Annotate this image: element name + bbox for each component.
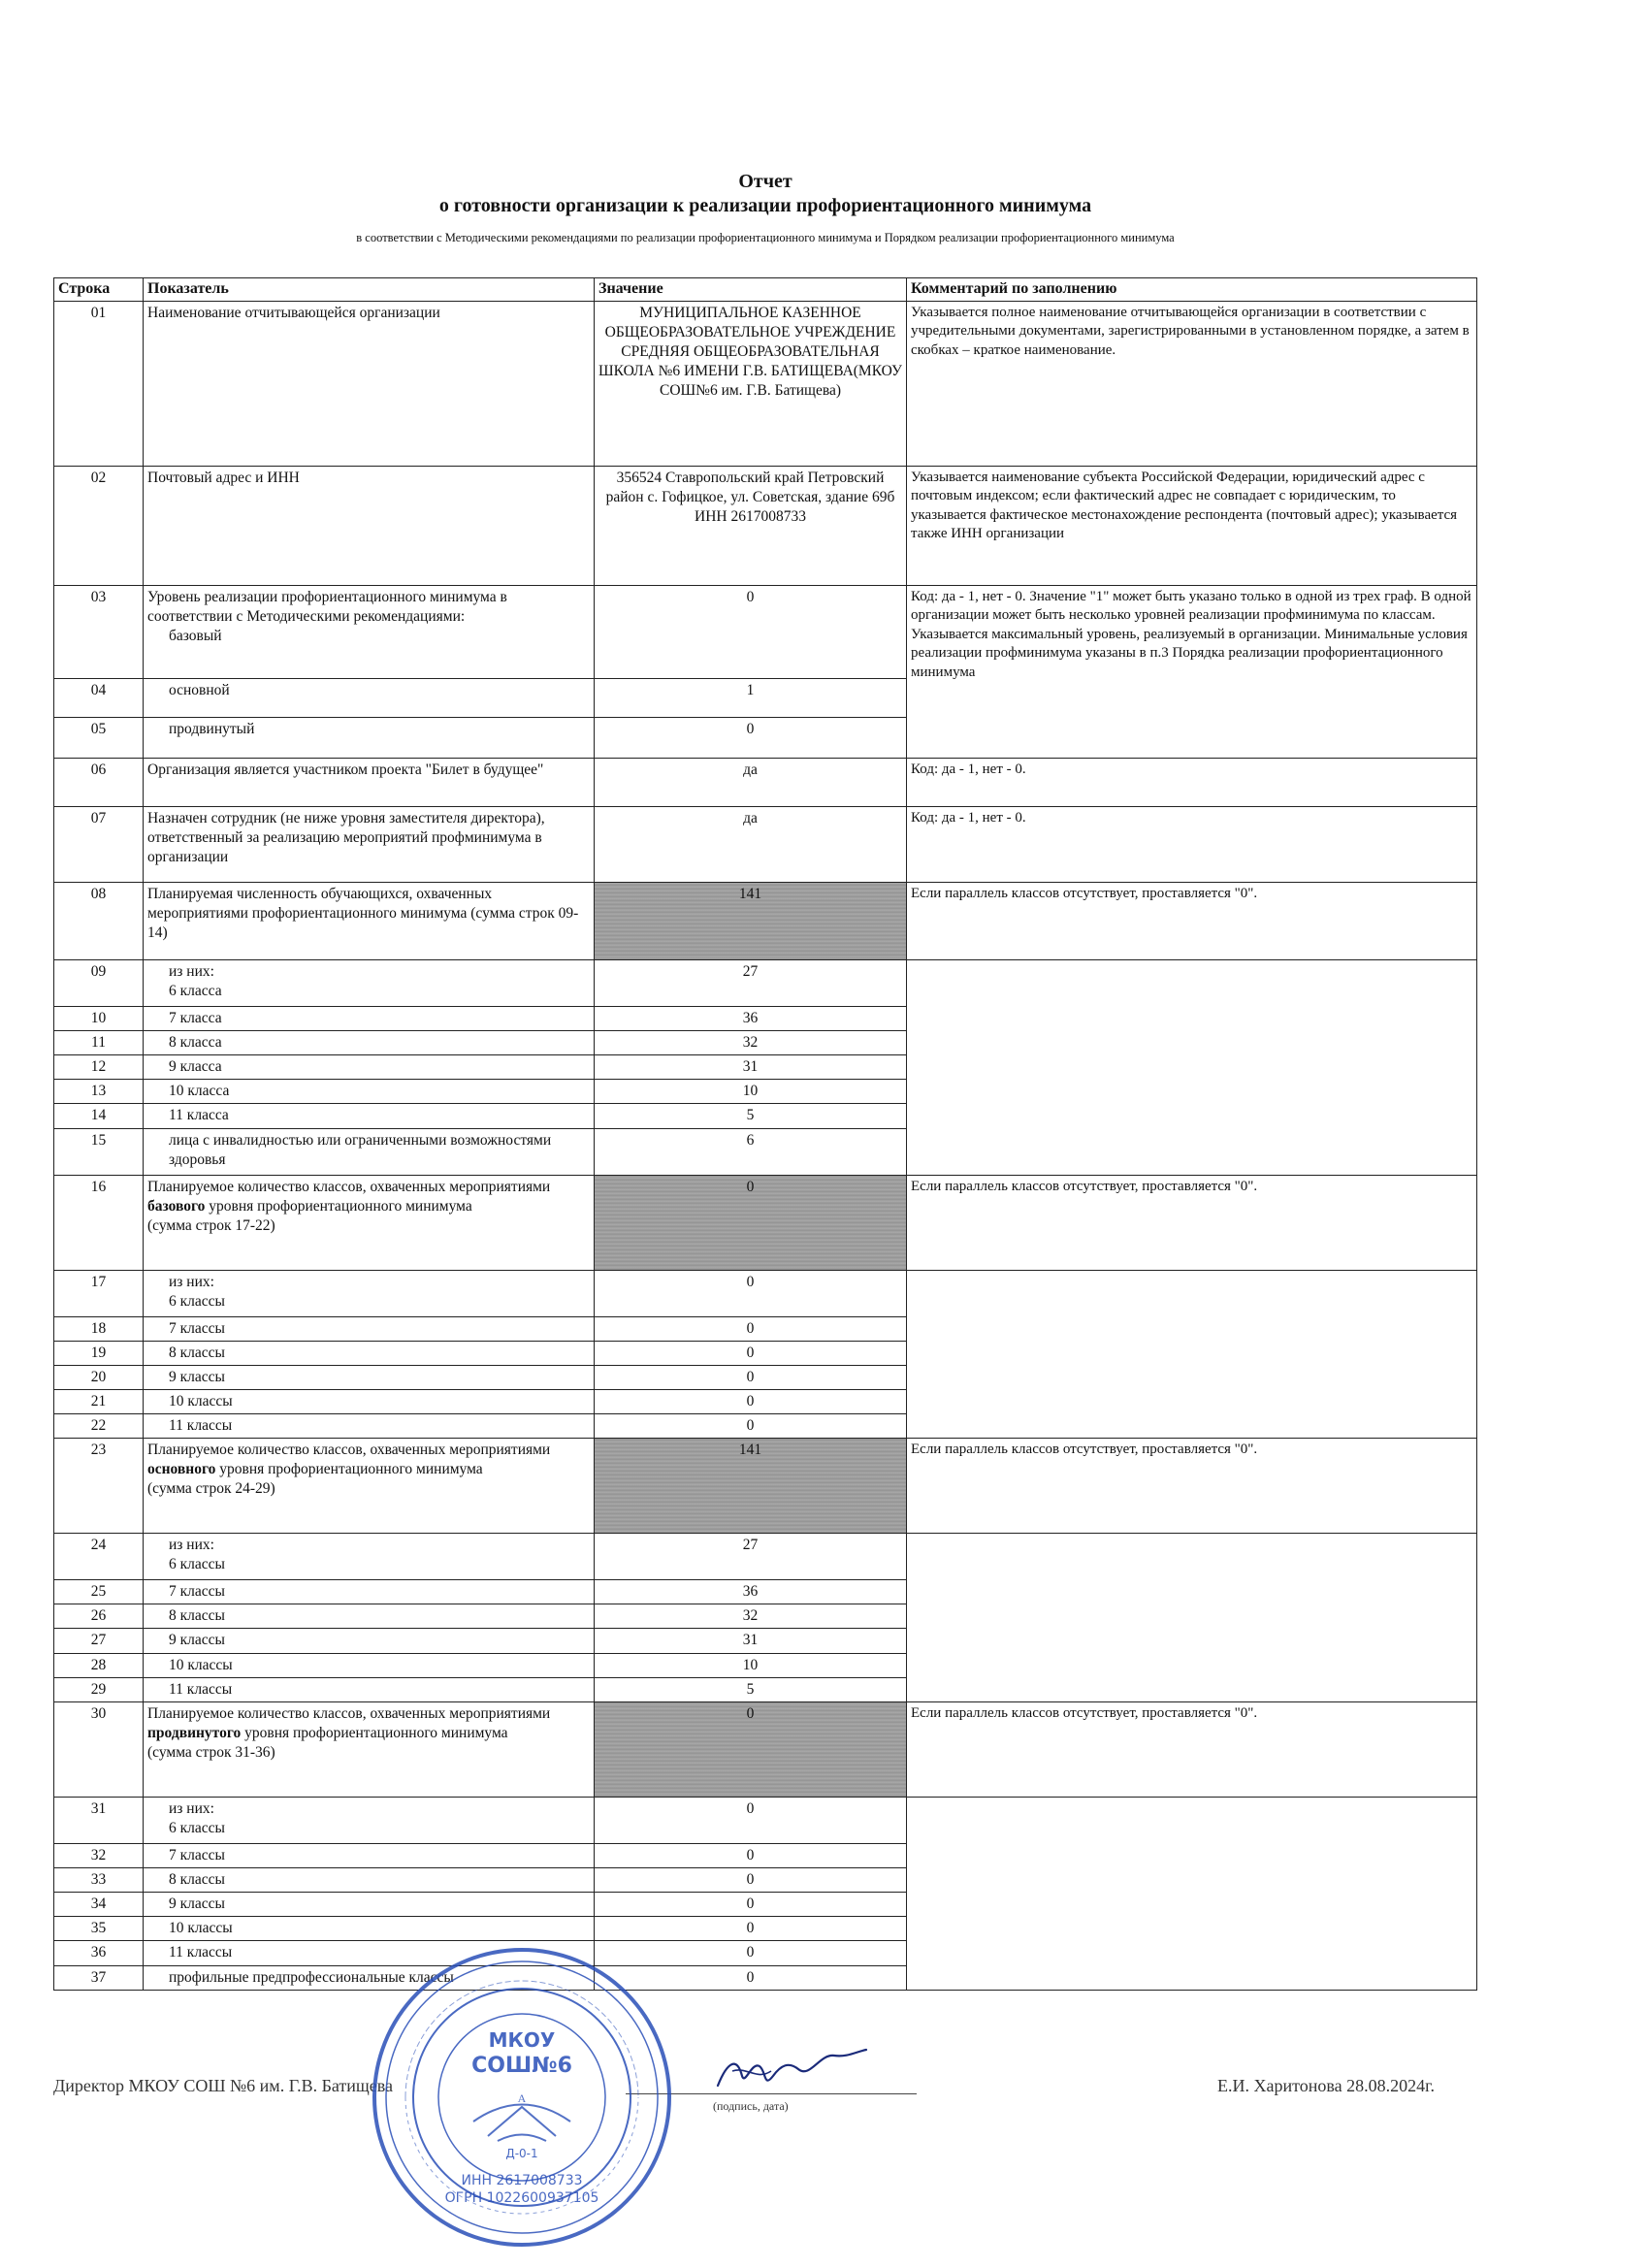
row-indicator bbox=[144, 585, 595, 678]
row-value: 0 bbox=[595, 1868, 907, 1893]
signatory-position: Директор МКОУ СОШ №6 им. Г.В. Батищева bbox=[53, 2076, 394, 2095]
row-indicator: Планируемая численность обучающихся, охваченных мероприятиями профориентационного минимума (сумма строк 09-14) bbox=[144, 882, 595, 959]
row-indicator-sub: 6 классы bbox=[169, 1820, 225, 1837]
row-indicator bbox=[144, 1175, 595, 1270]
row-value: 141 bbox=[595, 882, 907, 959]
row-comment-empty bbox=[907, 1534, 1477, 1702]
row-indicator bbox=[144, 1439, 595, 1534]
row-code: 27 bbox=[54, 1629, 144, 1653]
row-code: 01 bbox=[54, 301, 144, 466]
row-comment: Если параллель классов отсутствует, проставляется "0". bbox=[907, 1175, 1477, 1270]
row-indicator-main: из них: bbox=[169, 1799, 214, 1817]
row-value: 31 bbox=[595, 1629, 907, 1653]
row-code: 10 bbox=[54, 1006, 144, 1030]
table-row bbox=[54, 1175, 1477, 1270]
row-value: 10 bbox=[595, 1080, 907, 1104]
row-indicator-pre: Планируемое количество классов, охваченных мероприятиями bbox=[147, 1704, 551, 1722]
row-comment: Указывается наименование субъекта Российской Федерации, юридический адрес с почтовым индексом; если фактический адрес не совпадает с юридическим, то указывается фактическое местонахождение респондента (почтовый адрес); указывается также ИНН организации bbox=[907, 466, 1477, 585]
row-indicator: 8 классы bbox=[144, 1341, 595, 1365]
row-code: 26 bbox=[54, 1604, 144, 1629]
row-indicator-main: из них: bbox=[169, 962, 214, 980]
row-code: 18 bbox=[54, 1316, 144, 1341]
row-indicator: 10 классы bbox=[144, 1653, 595, 1677]
row-code: 22 bbox=[54, 1414, 144, 1439]
row-code: 36 bbox=[54, 1941, 144, 1965]
table-row bbox=[54, 1534, 1477, 1580]
handwritten-signature bbox=[713, 2042, 868, 2100]
row-value: 0 bbox=[595, 1701, 907, 1797]
table-row bbox=[54, 882, 1477, 959]
row-indicator-sum: (сумма строк 17-22) bbox=[147, 1216, 275, 1234]
row-value: 0 bbox=[595, 585, 907, 678]
row-comment-empty bbox=[907, 1270, 1477, 1439]
row-value: 0 bbox=[595, 1893, 907, 1917]
row-indicator: продвинутый bbox=[144, 717, 595, 758]
row-value: 10 bbox=[595, 1653, 907, 1677]
header-indicator: Показатель bbox=[144, 278, 595, 302]
table-row bbox=[54, 1797, 1477, 1843]
row-code: 31 bbox=[54, 1797, 144, 1843]
row-code: 21 bbox=[54, 1389, 144, 1413]
table-row bbox=[54, 806, 1477, 882]
stamp-center-main: СОШ№6 bbox=[471, 2054, 572, 2078]
row-comment: Код: да - 1, нет - 0. bbox=[907, 758, 1477, 806]
row-indicator: 9 классы bbox=[144, 1365, 595, 1389]
row-value: 31 bbox=[595, 1055, 907, 1080]
row-indicator: Наименование отчитывающейся организации bbox=[144, 301, 595, 466]
header-code: Строка bbox=[54, 278, 144, 302]
table-row bbox=[54, 959, 1477, 1006]
stamp-inn: ИНН 2617008733 bbox=[461, 2173, 583, 2188]
stamp-emblem bbox=[473, 2091, 570, 2141]
row-code: 11 bbox=[54, 1030, 144, 1054]
table-row bbox=[54, 1701, 1477, 1797]
row-value: 5 bbox=[595, 1677, 907, 1701]
row-indicator: 11 классы bbox=[144, 1941, 595, 1965]
row-value: 5 bbox=[595, 1104, 907, 1128]
row-value: 32 bbox=[595, 1030, 907, 1054]
signatory-name-date: Е.И. Харитонова 28.08.2024г. bbox=[1217, 2076, 1435, 2095]
stamp-center-top: МКОУ bbox=[488, 2028, 556, 2052]
row-code: 28 bbox=[54, 1653, 144, 1677]
row-indicator: 7 класса bbox=[144, 1006, 595, 1030]
row-indicator: 7 классы bbox=[144, 1316, 595, 1341]
row-code: 19 bbox=[54, 1341, 144, 1365]
row-value: 141 bbox=[595, 1439, 907, 1534]
row-code: 32 bbox=[54, 1843, 144, 1867]
row-value: 0 bbox=[595, 1365, 907, 1389]
report-title: Отчет bbox=[738, 171, 792, 192]
row-value: 0 bbox=[595, 1341, 907, 1365]
stamp-code: Д-0-1 bbox=[505, 2147, 538, 2160]
row-code: 34 bbox=[54, 1893, 144, 1917]
row-code: 09 bbox=[54, 959, 144, 1006]
row-code: 30 bbox=[54, 1701, 144, 1797]
report-subtitle: о готовности организации к реализации профориентационного минимума bbox=[438, 195, 1092, 216]
row-indicator-sub: 6 классы bbox=[169, 1556, 225, 1573]
row-code: 20 bbox=[54, 1365, 144, 1389]
row-code: 24 bbox=[54, 1534, 144, 1580]
row-value: 0 bbox=[595, 1965, 907, 1990]
row-value: МУНИЦИПАЛЬНОЕ КАЗЕННОЕ ОБЩЕОБРАЗОВАТЕЛЬНОЕ УЧРЕЖДЕНИЕ СРЕДНЯЯ ОБЩЕОБРАЗОВАТЕЛЬНАЯ ШКОЛА №6 ИМЕНИ Г.В. БАТИЩЕВА(МКОУ СОШ№6 им. Г.В. Батищева) bbox=[595, 301, 907, 466]
svg-text:А: А bbox=[517, 2091, 527, 2105]
row-value: 36 bbox=[595, 1006, 907, 1030]
row-code: 37 bbox=[54, 1965, 144, 1990]
row-value: 0 bbox=[595, 1389, 907, 1413]
row-comment: Указывается полное наименование отчитывающейся организации в соответствии с учредительными документами, зарегистрированными в установленном порядке, а затем в скобках – краткое наименование. bbox=[907, 301, 1477, 466]
row-indicator: 9 классы bbox=[144, 1629, 595, 1653]
row-indicator-post: уровня профориентационного минимума bbox=[215, 1461, 483, 1478]
table-row bbox=[54, 1270, 1477, 1316]
row-code: 25 bbox=[54, 1580, 144, 1604]
official-stamp bbox=[367, 1942, 677, 2252]
row-indicator-post: уровня профориентационного минимума bbox=[241, 1725, 508, 1742]
row-value: 356524 Ставропольский край Петровский район с. Гофицкое, ул. Советская, здание 69б ИНН 2617008733 bbox=[595, 466, 907, 585]
row-comment-empty bbox=[907, 1797, 1477, 1990]
row-indicator: Почтовый адрес и ИНН bbox=[144, 466, 595, 585]
row-indicator bbox=[144, 1270, 595, 1316]
row-code: 03 bbox=[54, 585, 144, 678]
row-value: 0 bbox=[595, 1270, 907, 1316]
row-indicator bbox=[144, 1797, 595, 1843]
row-code: 02 bbox=[54, 466, 144, 585]
row-value: 1 bbox=[595, 678, 907, 717]
row-code: 15 bbox=[54, 1128, 144, 1175]
row-indicator: 11 класса bbox=[144, 1104, 595, 1128]
row-value: 27 bbox=[595, 959, 907, 1006]
row-code: 17 bbox=[54, 1270, 144, 1316]
row-indicator-main: Уровень реализации профориентационного минимума в соответствии с Методическими рекомендациями: bbox=[147, 588, 507, 625]
table-row bbox=[54, 758, 1477, 806]
row-indicator-bold: базового bbox=[147, 1197, 206, 1215]
row-indicator: 9 класса bbox=[144, 1055, 595, 1080]
row-indicator-main: из них: bbox=[169, 1273, 214, 1290]
row-code: 07 bbox=[54, 806, 144, 882]
table-row bbox=[54, 301, 1477, 466]
row-indicator-bold: основного bbox=[147, 1461, 216, 1478]
row-value: 36 bbox=[595, 1580, 907, 1604]
report-table bbox=[53, 277, 1477, 1991]
row-indicator: 10 класса bbox=[144, 1080, 595, 1104]
row-indicator-pre: Планируемое количество классов, охваченных мероприятиями bbox=[147, 1178, 551, 1195]
row-indicator: профильные предпрофессиональные классы bbox=[144, 1965, 595, 1990]
row-indicator: лица с инвалидностью или ограниченными возможностями здоровья bbox=[144, 1128, 595, 1175]
row-value: 0 bbox=[595, 1843, 907, 1867]
row-code: 35 bbox=[54, 1917, 144, 1941]
row-indicator: 7 классы bbox=[144, 1580, 595, 1604]
row-code: 33 bbox=[54, 1868, 144, 1893]
header-comment: Комментарий по заполнению bbox=[907, 278, 1477, 302]
row-indicator: 9 классы bbox=[144, 1893, 595, 1917]
row-code: 04 bbox=[54, 678, 144, 717]
row-indicator: Назначен сотрудник (не ниже уровня заместителя директора), ответственный за реализацию мероприятий профминимума в организации bbox=[144, 806, 595, 882]
row-value: 0 bbox=[595, 1941, 907, 1965]
row-indicator-sub: базовый bbox=[169, 628, 222, 645]
row-value: 32 bbox=[595, 1604, 907, 1629]
row-value: 6 bbox=[595, 1128, 907, 1175]
row-indicator-main: из них: bbox=[169, 1537, 214, 1554]
row-value: 0 bbox=[595, 1797, 907, 1843]
row-indicator: 10 классы bbox=[144, 1917, 595, 1941]
row-comment: Если параллель классов отсутствует, проставляется "0". bbox=[907, 1439, 1477, 1534]
row-indicator: основной bbox=[144, 678, 595, 717]
stamp-ogrn: ОГРН 1022600937105 bbox=[444, 2190, 599, 2206]
table-row bbox=[54, 585, 1477, 678]
row-comment: Код: да - 1, нет - 0. Значение "1" может быть указано только в одной из трех граф. В одной организации может быть несколько уровней реализации профминимума по классам. Указывается максимальный уровень, реализуемый в организации. Минимальные условия реализации профминимума указаны в п.3 Порядка реализации профориентационного минимума bbox=[907, 585, 1477, 758]
row-code: 13 bbox=[54, 1080, 144, 1104]
row-value: 0 bbox=[595, 1414, 907, 1439]
row-indicator bbox=[144, 1534, 595, 1580]
row-indicator: 11 классы bbox=[144, 1677, 595, 1701]
row-comment: Если параллель классов отсутствует, проставляется "0". bbox=[907, 1701, 1477, 1797]
row-indicator: 8 класса bbox=[144, 1030, 595, 1054]
report-basis: в соответствии с Методическими рекомендациями по реализации профориентационного минимума и Порядком реализации профориентационного минимума bbox=[356, 231, 1175, 244]
row-comment-empty bbox=[907, 959, 1477, 1175]
row-code: 08 bbox=[54, 882, 144, 959]
table-header-row bbox=[54, 278, 1477, 302]
table-row bbox=[54, 466, 1477, 585]
row-value: да bbox=[595, 806, 907, 882]
row-code: 14 bbox=[54, 1104, 144, 1128]
row-value: 0 bbox=[595, 1917, 907, 1941]
header-value: Значение bbox=[595, 278, 907, 302]
row-code: 12 bbox=[54, 1055, 144, 1080]
row-indicator-sub: 6 классы bbox=[169, 1292, 225, 1310]
row-value: 0 bbox=[595, 1175, 907, 1270]
row-indicator bbox=[144, 1701, 595, 1797]
row-value: да bbox=[595, 758, 907, 806]
signature-caption: (подпись, дата) bbox=[713, 2099, 789, 2113]
row-indicator: 7 классы bbox=[144, 1843, 595, 1867]
row-indicator: 11 классы bbox=[144, 1414, 595, 1439]
row-code: 05 bbox=[54, 717, 144, 758]
row-indicator: 8 классы bbox=[144, 1868, 595, 1893]
row-code: 23 bbox=[54, 1439, 144, 1534]
row-indicator-sum: (сумма строк 24-29) bbox=[147, 1480, 275, 1498]
row-code: 29 bbox=[54, 1677, 144, 1701]
row-indicator bbox=[144, 959, 595, 1006]
row-code: 06 bbox=[54, 758, 144, 806]
row-comment: Если параллель классов отсутствует, проставляется "0". bbox=[907, 882, 1477, 959]
row-indicator-pre: Планируемое количество классов, охваченных мероприятиями bbox=[147, 1442, 551, 1459]
row-indicator-sub: 6 класса bbox=[169, 982, 222, 999]
row-value: 27 bbox=[595, 1534, 907, 1580]
row-indicator: 8 классы bbox=[144, 1604, 595, 1629]
row-indicator: Организация является участником проекта "Билет в будущее" bbox=[144, 758, 595, 806]
row-comment: Код: да - 1, нет - 0. bbox=[907, 806, 1477, 882]
row-indicator-bold: продвинутого bbox=[147, 1725, 242, 1742]
row-value: 0 bbox=[595, 1316, 907, 1341]
row-value: 0 bbox=[595, 717, 907, 758]
row-indicator: 10 классы bbox=[144, 1389, 595, 1413]
row-indicator-post: уровня профориентационного минимума bbox=[205, 1197, 472, 1215]
row-code: 16 bbox=[54, 1175, 144, 1270]
row-indicator-sum: (сумма строк 31-36) bbox=[147, 1744, 275, 1762]
table-row bbox=[54, 1439, 1477, 1534]
